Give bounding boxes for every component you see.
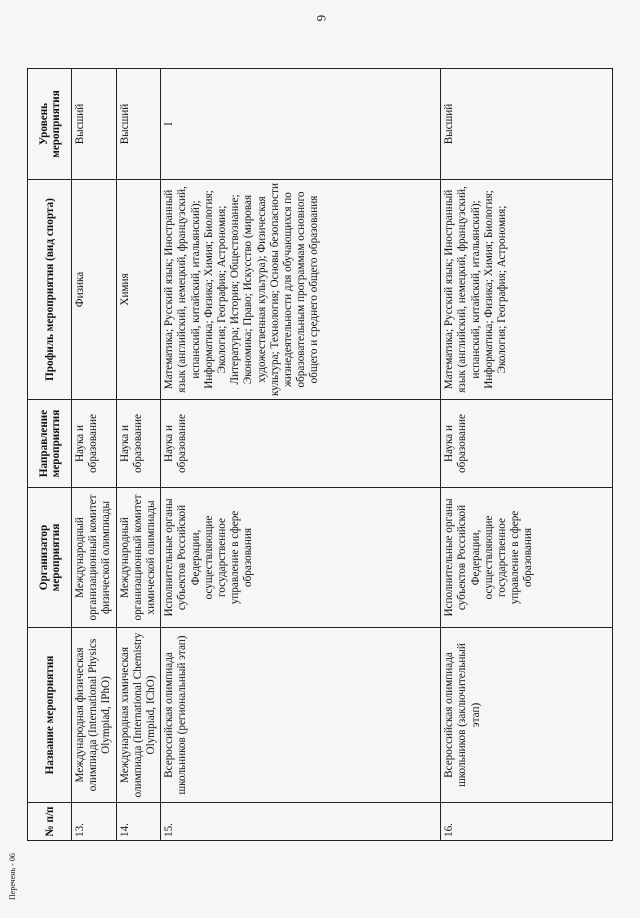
row-profile: Математика; Русский язык; Иностранный язык (английский, немецкий, французский, испанский, китайский, итальянский); Информатика; Физика; Химия; Биология; Экология; География; Астрономия; Литература; История; Обществознание; Экономика; Право; Искусство (мировая художественная культура); Физическая культура; Технология; Основы безопасности жизнедеятельности для обучающихся по образовательным программам основного общего и среднего общего образования [161,180,441,400]
row-direction: Наука и образование [72,400,117,488]
header-organizer: Организатор мероприятия [28,488,72,628]
row-profile: Физика [72,180,117,400]
table-row [72,69,117,841]
row-level: Высший [72,69,117,180]
row-direction: Наука и образование [161,400,441,488]
row-num: 16. [441,803,613,841]
row-num: 15. [161,803,441,841]
header-name: Название мероприятия [28,628,72,803]
row-name: Международная химическая олимпиада (International Chemistry Olympiad, IChO) [116,628,161,803]
rotated-page [27,69,613,841]
table-row [161,69,441,841]
table-header-row [28,69,72,841]
row-num: 13. [72,803,117,841]
table-row [441,69,613,841]
row-organizer: Международный организационный комитет химической олимпиады [116,488,161,628]
row-level: Высший [441,69,613,180]
row-direction: Наука и образование [116,400,161,488]
events-table [27,68,613,841]
row-name: Международная физическая олимпиада (International Physics Olympiad, IPhO) [72,628,117,803]
row-level: Высший [116,69,161,180]
row-num: 14. [116,803,161,841]
row-level: I [161,69,441,180]
row-name: Всероссийская олимпиада школьников (региональный этап) [161,628,441,803]
row-profile: Химия [116,180,161,400]
row-organizer: Исполнительные органы субъектов Российской Федерации, осуществляющие государственное управление в сфере образования [441,488,613,628]
row-organizer: Международный организационный комитет физической олимпиады [72,488,117,628]
page-number: 6 [314,14,329,22]
row-profile: Математика; Русский язык; Иностранный язык (английский, немецкий, французский, испанский, китайский, итальянский); Информатика; Физика; Химия; Биология; Экология; География; Астрономия; [441,180,613,400]
row-direction: Наука и образование [441,400,613,488]
table-row [116,69,161,841]
header-num: № п/п [28,803,72,841]
header-profile: Профиль мероприятия (вид спорта) [28,180,72,400]
row-name: Всероссийская олимпиада школьников (заключительный этап) [441,628,613,803]
header-direction: Направление мероприятия [28,400,72,488]
row-organizer: Исполнительные органы субъектов Российской Федерации, осуществляющие государственное управление в сфере образования [161,488,441,628]
footer-note: Перечень - 06 [8,853,17,900]
header-level: Уровень мероприятия [28,69,72,180]
